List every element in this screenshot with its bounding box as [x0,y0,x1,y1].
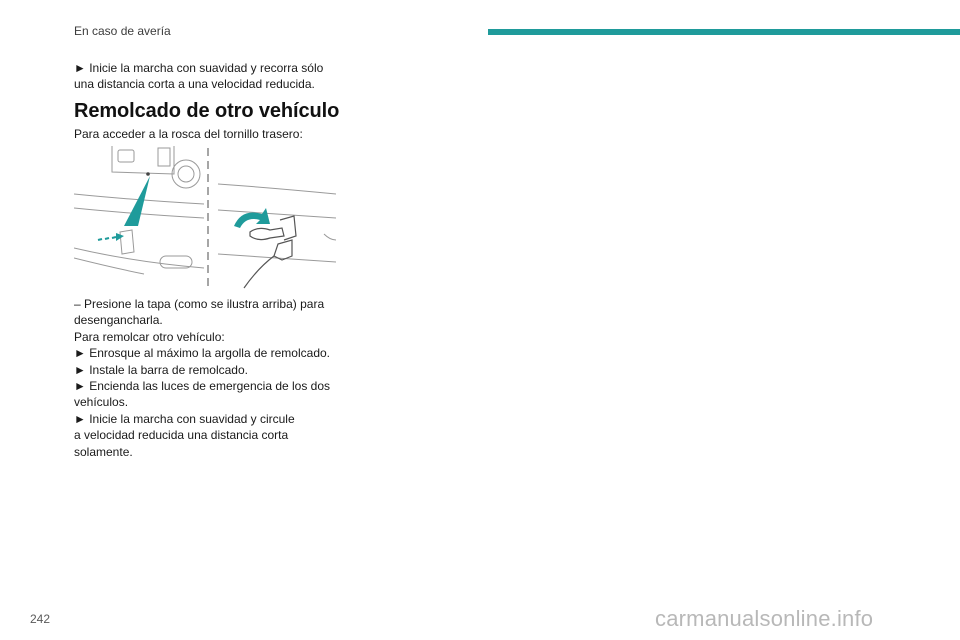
intro-line: ► Inicie la marcha con suavidad y recorra sólo [74,61,324,75]
towing-eye-illustration [74,144,336,290]
instruction-line: desengancharla. [74,313,163,328]
lead-text: Para acceder a la rosca del tornillo trasero: [74,127,303,141]
instruction-line: vehículos. [74,395,129,410]
instruction-line: ► Instale la barra de remolcado. [74,362,248,377]
instructions-body [74,296,344,460]
watermark: carmanualsonline.info [655,606,874,631]
section-title: Remolcado de otro vehículo [74,100,340,122]
intro-paragraph [74,60,344,93]
section-lead [74,126,344,142]
intro-line: una distancia corta a una velocidad reducida. [74,77,315,92]
instruction-line: ► Enrosque al máximo la argolla de remolcado. [74,346,331,361]
page-number: 242 [30,612,51,626]
instruction-line: – Presione la tapa (como se ilustra arriba) para [74,297,325,311]
instruction-line: ► Encienda las luces de emergencia de los dos [74,379,331,394]
instruction-line: Para remolcar otro vehículo: [74,329,225,344]
section-header: En caso de avería [74,24,171,38]
towing-eye-icon [74,144,336,290]
instruction-line: solamente. [74,444,133,459]
instruction-line: ► Inicie la marcha con suavidad y circule [74,411,295,426]
header-accent-bar [488,29,960,35]
instruction-line: a velocidad reducida una distancia corta [74,428,289,443]
